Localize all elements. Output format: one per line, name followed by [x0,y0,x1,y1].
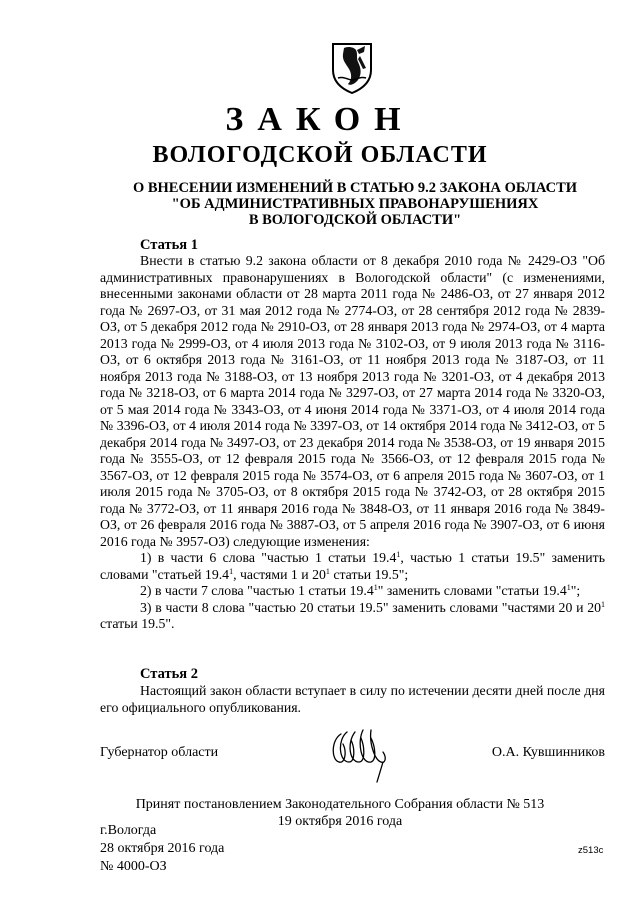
article-2-text: Настоящий закон области вступает в силу по истечении десяти дней после дня его официального опубликования. [100,683,605,715]
article-2-heading: Статья 2 [140,666,198,682]
law-number: № 4000-ОЗ [100,859,167,874]
document-code: z513c [578,845,604,856]
article-2-body [100,683,605,716]
subtitle-line: О ВНЕСЕНИИ ИЗМЕНЕНИЙ В СТАТЬЮ 9.2 ЗАКОНА ОБЛАСТИ [132,180,578,196]
article-1-body [100,253,605,633]
place-city: г.Вологда [100,823,157,838]
article-1-heading: Статья 1 [140,237,198,253]
adoption-date: 19 октября 2016 года [277,814,403,829]
amendment-item-1: 1) в части 6 слова "частью 1 статьи 19.4$^1$, частью 1 статьи 19.5" заменить словами "статьей 19.4$^1$, частями 1 и $20^1$ статьи 19.5"; [100,550,606,582]
place-and-date [100,822,224,876]
amendment-item-2: 2) в части 7 слова "частью 1 статьи 19.4$^1$" заменить словами "статьи 19.4$^1$"; [140,583,581,598]
signer-position: Губернатор области [100,745,219,760]
adoption-line: Принят постановлением Законодательного Собрания области № 513 [135,797,545,812]
amendment-item-3: 3) в части 8 слова "частью 20 статьи 19.5" заменить словами "частями 20 и $20^1$ статьи 19.5". [100,599,605,631]
article-1-intro: Внести в статью 9.2 закона области от 8 декабря 2010 года № 2429-ОЗ "Об административных правонарушениях в Вологодской области" (с изменениями, внесенными законами области от 28 марта 2011 года № 2486-ОЗ, от 27 января 2012 года № 2697-ОЗ, от 31 мая 2012 года № 2774-ОЗ, от 28 сентября 2012 года № 2839-ОЗ, от 5 декабря 2012 года № 2910-ОЗ, от 28 января 2013 года № 2974-ОЗ, от 4 марта 2013 года № 2999-ОЗ, от 4 июля 2013 года № 3102-ОЗ, от 9 июля 2013 года № 3116-ОЗ, от 6 октября 2013 года № 3161-ОЗ, от 11 ноября 2013 года № 3187-ОЗ, от 11 ноября 2013 года № 3188-ОЗ, от 13 ноября 2013 года № 3201-ОЗ, от 4 декабря 2013 года № 3218-ОЗ, от 6 марта 2014 года № 3297-ОЗ, от 27 марта 2014 года № 3320-ОЗ, от 5 мая 2014 года № 3343-ОЗ, от 4 июня 2014 года № 3371-ОЗ, от 4 июля 2014 года № 3396-ОЗ, от 4 июля 2014 года № 3397-ОЗ, от 14 октября 2014 года № 3412-ОЗ, от 5 декабря 2014 года № 3497-ОЗ, от 23 декабря 2014 года № 3538-ОЗ, от 19 января 2015 года № 3555-ОЗ, от 12 февраля 2015 года № 3566-ОЗ, от 12 февраля 2015 года № 3567-ОЗ, от 12 февраля 2015 года № 3574-ОЗ, от 6 апреля 2015 года № 3607-ОЗ, от 1 июля 2015 года № 3705-ОЗ, от 8 октября 2015 года № 3742-ОЗ, от 28 октября 2015 года № 3772-ОЗ, от 11 января 2016 года № 3848-ОЗ, от 11 января 2016 года № 3849-ОЗ, от 26 февраля 2016 года № 3887-ОЗ, от 5 апреля 2016 года № 3907-ОЗ, от 6 июня 2016 года № 3957-ОЗ) следующие изменения: [100,253,605,549]
subtitle-line: В ВОЛОГОДСКОЙ ОБЛАСТИ" [248,212,462,228]
coat-of-arms-icon [330,40,374,94]
place-date: 28 октября 2016 года [100,841,225,856]
handwritten-signature [325,722,395,784]
document-subtitle [110,180,600,228]
document-region: ВОЛОГОДСКОЙ ОБЛАСТИ [152,142,488,168]
signer-name: О.А. Кувшинников [491,745,605,760]
subtitle-line: "ОБ АДМИНИСТРАТИВНЫХ ПРАВОНАРУШЕНИЯХ [171,196,539,212]
document-title: ЗАКОН [225,101,415,138]
